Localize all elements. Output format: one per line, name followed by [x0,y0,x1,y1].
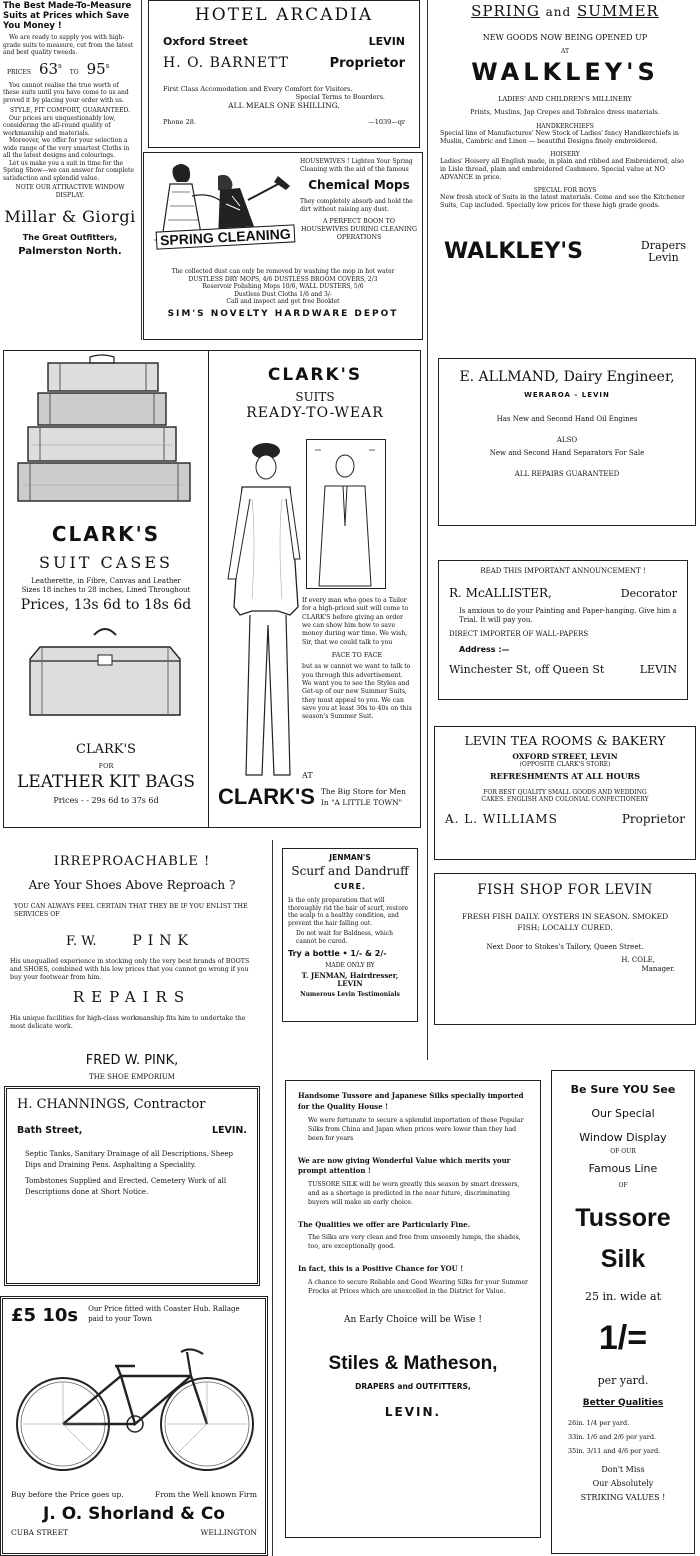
clarks-kb-prices: Prices - - 29s 6d to 37s 6d [53,796,159,806]
ad-fw-pink [4,850,260,1081]
allmand-separators: New and Second Hand Separators For Sale [489,448,645,457]
clarks-suits-panel [210,351,420,827]
tearooms-opp: (OPPOSITE CLARK'S STORE) [519,761,611,768]
bicycle-icon [11,1332,261,1482]
channings-name: H. CHANNINGS, Contractor [17,1097,206,1112]
sims-collected: The collected dust can only be removed by washing the mop in hot water [171,268,395,275]
sims-store: SIM'S NOVELTY HARDWARE DEPOT [167,308,399,319]
ad-tea-rooms [434,726,696,860]
sims-housewives: HOUSEWIVES ! Lighten Your Spring Cleaning with the aid of the famous [300,158,413,173]
stiles-h4: In fact, this is a Positive Chance for YOU ! [298,1264,464,1274]
clarks-r-at: AT [302,771,313,780]
arcadia-line2: Special Terms to Boarders. [295,92,385,101]
jenman-wait: Do not wait for Baldness, which cannot be cured. [296,930,393,945]
sims-prices1: DUSTLESS DRY MOPS, 4/6 DUSTLESS BROOM COVERS, 2/3 [188,275,378,283]
stiles-h3: The Qualities we offer are Particularly Fine. [298,1219,471,1229]
tussore-l3: Window Display [579,1130,667,1144]
ad-fish-shop [434,873,696,1025]
spring-cleaning-illustration [148,156,296,266]
tussore-l2: Our Special [591,1106,655,1120]
pink-repairs: REPAIRS [72,988,192,1007]
jenman-title: JENMAN'S [329,853,371,862]
ad-mcallister [438,560,688,700]
millar-prices-label: PRICES [7,68,32,76]
mcallister-address: Winchester St, off Queen St [449,663,605,676]
tussore-of: OF OUR [610,1148,636,1156]
mcallister-address-label: Address :— [459,645,510,654]
clarks-r-tagline [321,786,406,809]
jenman-cure: CURE. [333,882,367,892]
clarks-sc-title: SUIT CASES [39,552,173,572]
millar-body4: Let us make you a suit in time for the Spring Show—we can answer for complete satisfaction and splendid value. [3,159,134,182]
clarks-r-body2: but as w cannot we want to talk to you through this advertisement. We want you to see the Styles and Get-up of our new Summer Suits, they must appeal to you. We can save you at least 30s to 40s on this season's Summer Suit. [302,663,412,721]
arcadia-meals: ALL MEALS ONE SHILLING. [228,100,340,110]
mcallister-body: Is anxious to do your Painting and Paper-hanging. Give him a Trial. It will pay you. [459,606,677,624]
clarks-r-big: The Big Store for Men [320,786,406,796]
ad-tussore-silk [551,1070,695,1554]
arcadia-line1: First Class Accomodation and Every Comfort for Visitors. [163,84,353,93]
millar-style: STYLE, FIT COMFORT, GUARANTEED. [9,107,131,115]
clarks-sc-materials: Leatherette, in Fibre, Canvas and Leather [31,576,181,585]
walkley-and: and [545,5,572,19]
clarks-r-name: CLARK'S [267,365,363,385]
millar-town: Palmerston North. [18,246,122,258]
stiles-name: Stiles & Matheson, [328,1353,498,1375]
walkley-town: Levin [648,250,679,264]
shorland-name: J. O. Shorland & Co [43,1503,225,1524]
stiles-p2: TUSSORE SILK will be worn greatly this season by smart dressers, and as a shortage is predicted in the near future, discriminating buyers will make an early choice. [308,1180,520,1206]
mirror-reflection-icon [307,440,384,587]
millar-name: Millar & Giorgi [4,207,136,227]
clarks-r-body1: If every man who goes to a Tailor for a high-priced suit will come to CLARK'S before giving an order we can show him how to save money during war time. We wish, Sir, that we could talk to you [302,597,409,646]
walkley-boys: New fresh stock of Suits in the latest materials. Come and see the Kitchener Suits, Cap included. Specially low prices for these high grade goods. [440,194,685,210]
pink-body: His unequalled experience in stocking only the very best brands of BOOTS and SHOES, combined with his low prices that you cannot go wrong if you buy your footwear from him. [10,958,250,982]
stiles-p4: A chance to secure Reliable and Good Wearing Silks for your Summer Frocks at Prices which are unexcelled in the District for Value. [308,1278,528,1295]
millar-price-low: 63$^s$ [39,59,62,78]
spring-cleaning-sign: SPRING CLEANING [156,224,295,249]
clarks-cases-panel [4,351,209,827]
stiles-h1: Handsome Tussore and Japanese Silks specially imported for the Quality House ! [298,1091,524,1111]
tussore-price: 1/= [598,1319,648,1358]
mcallister-town: LEVIN [639,663,677,676]
clarks-sc-sizes: Sizes 18 inches to 28 inches, Lined Throughout [21,585,191,594]
tussore-l4: Famous Line [588,1161,658,1175]
pink-certain: YOU CAN ALWAYS FEEL CERTAIN THAT THEY BE IF YOU ENLIST THE SERVICES OF [14,903,248,919]
walkley-season [440,2,690,21]
shorland-street: CUBA STREET [11,1527,69,1537]
tussore-of2: OF [618,1181,628,1189]
walkley-goods: NEW GOODS NOW BEING OPENED UP [482,32,648,42]
tussore-q2: 33in. 1/6 and 2/6 per yard. [568,1432,657,1441]
shorland-price: £5 10s [11,1305,79,1326]
tussore-q1: 26in. 1/4 per yard. [568,1418,630,1427]
channings-body: Septic Tanks, Sanitary Drainage of all Descriptions. Sheep Dips and Draining Pens. Asphalting a Speciality. [25,1150,233,1169]
clarks-r-ff: FACE TO FACE [331,651,383,660]
tearooms-role: Proprietor [621,811,685,826]
sims-boon: A PERFECT BOON TO HOUSEWIVES DURING CLEANING OPERATIONS [300,218,418,241]
clarks-r-suits: SUITS [295,390,335,405]
stiles-town: LEVIN. [384,1405,442,1420]
channings-street: Bath Street, [17,1125,83,1137]
pink-emporium: THE SHOE EMPORIUM [89,1072,175,1081]
jenman-body: Is the only preparation that will thoroughly rid the hair of scurf, restore the scalp to a healthy condition, and prevent the hair falling out. [288,897,409,927]
fishshop-role: Manager. [641,964,675,973]
tussore-miss3: STRIKING VALUES ! [580,1493,666,1503]
housewives-illustration-icon [148,156,296,266]
millar-price-high: 95$^s$ [86,59,110,78]
walkley-at: AT [560,47,569,55]
clarks-r-footer-name: CLARK'S [218,784,315,809]
fishshop-body: FRESH FISH DAILY. OYSTERS IN SEASON. SMOKED FISH; LOCALLY CURED. [461,911,669,933]
arcadia-role: Proprietor [329,56,405,71]
jenman-made: MADE ONLY BY [325,962,375,970]
ad-clarks [3,350,421,828]
arcadia-town: LEVIN [368,35,405,49]
millar-body3: Moreover, we offer for your selection a wide range of the very smartest Cloths in all the latest designs and colourings. [3,137,130,160]
stiles-tag: DRAPERS and OUTFITTERS, [355,1381,471,1391]
ad-millar-giorgi [0,0,140,340]
ad-hotel-arcadia [148,0,420,148]
stiles-h2: We are now giving Wonderful Value which merits your prompt attention ! [298,1155,511,1176]
tussore-l1: Be Sure YOU See [570,1083,676,1096]
clarks-sc-name: CLARK'S [51,521,161,546]
tearooms-quality: FOR BEST QUALITY SMALL GOODS AND WEDDING CAKES. ENGLISH AND COLONIAL CONFECTIONERY [481,788,649,803]
pink-title: IRREPROACHABLE ! [53,854,211,869]
kit-bag-icon [10,621,200,721]
clarks-r-title: READY-TO-WEAR [246,405,384,422]
arcadia-phone: Phone 28. [163,118,196,127]
walkley-season1: SPRING [471,2,540,20]
millar-prices [7,60,137,79]
stiles-p1: We were fortunate to secure a splendid importation of these Popular Silks from China and Japan when prices were lower than they had been for years [308,1117,524,1142]
allmand-repairs: ALL REPAIRS GUARANTEED [514,469,620,478]
allmand-name: E. ALLMAND, Dairy Engineer, [459,369,675,385]
walkley-season2: SUMMER [576,2,659,20]
allmand-place: WERAROA - LEVIN [524,390,610,399]
channings-tomb: Tombstones Supplied and Erected. Cemetery Work of all Descriptions done at Short Notice. [25,1177,227,1196]
fishshop-title: FISH SHOP FOR LEVIN [477,882,653,898]
channings-town: LEVIN. [212,1125,247,1137]
ad-allmand [438,358,696,526]
suited-man-icon [212,439,312,789]
mcallister-importer: DIRECT IMPORTER OF WALL-PAPERS [449,630,589,639]
walkley-hk: Special line of Manufactures' New Stock of Ladies' fancy Handkerchiefs in Muslin, Cambric and Linen — beautiful Designs finely embroidered. [440,130,679,145]
tearooms-owner: A. L. WILLIAMS [445,811,558,826]
millar-note: NOTE OUR ATTRACTIVE WINDOW DISPLAY. [15,184,125,199]
tussore-silk1: Tussore [575,1204,671,1232]
column-rule-3 [272,840,273,1556]
pink-name-pink: PINK [132,932,194,949]
shorland-city: WELLINGTON [200,1527,257,1537]
clarks-kb-name: CLARK'S [76,741,136,757]
arcadia-ref: —1039—qr [368,118,405,127]
walkley-h-boys: SPECIAL FOR BOYS [533,186,597,194]
clarks-r-copy [302,597,412,722]
jenman-try: Try a bottle • 1/- & 2/- [288,949,387,959]
jenman-testimonials: Numerous Levin Testimonials [300,991,400,999]
tussore-q3: 35in. 3/11 and 4/6 per yard. [568,1447,661,1455]
column-rule-2 [427,0,428,1060]
walkley-drapers: Drapers [640,238,686,252]
clarks-sc-prices: Prices, 13s 6d to 18s 6d [20,597,192,614]
millar-to: TO [69,68,79,76]
walkley-h-hosiery: HOISERY [550,150,580,158]
millar-intro: We are ready to supply you with high-grade suits to measure, cut from the latest and best quality tweeds. [3,34,134,57]
stiles-p3: The Silks are very clean and free from unseemly lumps, the shades, too, are exceptionally good. [308,1234,521,1251]
sims-prices3: Dustless Dust Cloths 1/6 and 3/- [234,290,332,298]
column-rule-1 [141,0,142,340]
sims-desc: They completely absorb and hold the dirt without raising any dust. [300,198,413,213]
tussore-per: per yard. [597,1373,649,1387]
clarks-r-footer [218,783,406,811]
walkley-footer-name: WALKLEY'S [444,239,583,265]
jenman-product: Scurf and Dandruff [291,864,409,879]
fishshop-owner: H. COLE, [621,956,655,965]
tussore-miss1: Don't Miss [601,1465,645,1475]
arcadia-owner: H. O. BARNETT [163,55,290,71]
tussore-silk2: Silk [600,1245,646,1274]
suitcase-stack-icon [10,355,200,505]
walkley-prints: Prints, Muslins, Jap Crepes and Tobralco dress materials. [470,108,660,117]
millar-body1: You cannot realise the true worth of these suits until you have come to us and proved it by placing your order with us. [3,81,129,104]
clarks-r-little: In "A LITTLE TOWN" [320,797,403,807]
walkley-dept: LADIES' AND CHILDREN'S MILLINERY [498,95,632,104]
ad-jenman [282,848,418,1022]
clarks-kb-title: LEATHER KIT BAGS [17,771,195,792]
stiles-early: An Early Choice will be Wise ! [344,1314,482,1325]
allmand-also: ALSO [556,436,578,444]
millar-tag: The Great Outfitters, [22,233,118,243]
mcallister-role: Decorator [620,586,677,600]
shorland-desc: Our Price fitted with Coaster Hub. Rallage paid to your Town [88,1305,240,1323]
walkley-drapers-block [641,240,686,264]
arcadia-title: HOTEL ARCADIA [194,5,374,25]
millar-headline: The Best Made-To-Measure Suits at Prices which Save You Money ! [3,1,132,31]
shorland-buy: Buy before the Price goes up. [11,1490,124,1500]
pink-footer: FRED W. PINK, [85,1052,179,1068]
pink-question: Are Your Shoes Above Reproach ? [28,878,236,893]
ad-sims-hardware [143,152,423,340]
tearooms-title: LEVIN TEA ROOMS & BAKERY [464,733,666,748]
clarks-kb-for: FOR [98,761,114,770]
ad-channings [4,1086,260,1286]
mirror-frame [306,439,386,589]
walkley-hosiery: Ladies' Hoisery all English made, in plain and ribbed and Embroidered, also in Lisle thread, plain and embroidered Cashmere. Special value at NO ADVANCE in price. [440,158,684,181]
tearooms-refresh: REFRESHMENTS AT ALL HOURS [490,770,640,781]
millar-body2: Our prices are unquestionably low, considering the all-round quality of workmanship and materials. [3,114,116,137]
allmand-engines: Has New and Second Hand Oil Engines [496,415,638,424]
ad-shorland [0,1296,268,1556]
pink-repairs-body: His unique facilities for high-class workmanship fits him to undertake the most delicate work. [10,1014,246,1030]
ad-stiles-matheson [285,1080,541,1538]
sims-call: Call and inspect and get free Booklet [226,298,340,305]
walkley-h-hk: HANDKERCHIEFS [536,122,594,130]
walkley-name: WALKLEY'S [471,58,659,87]
sims-prices2: Reservoir Polishing Mops 10/6, WALL DUSTERS, 5/6 [202,283,364,290]
tussore-miss2: Our Absolutely [592,1479,654,1489]
shorland-from: From the Well known Firm [154,1490,257,1500]
sims-product: Chemical Mops [308,178,410,192]
pink-name-fw: F. W. [66,933,97,949]
jenman-maker: T. JENMAN, Hairdresser, LEVIN [301,970,399,989]
tussore-wide: 25 in. wide at [584,1289,662,1303]
tearooms-street: OXFORD STREET, LEVIN [512,751,618,761]
mcallister-name: R. McALLISTER, [449,585,552,600]
fishshop-next: Next Door to Stokes's Tailory, Queen Street. [486,943,644,952]
ad-walkleys [430,0,700,346]
arcadia-street: Oxford Street [163,35,248,49]
mcallister-announce: READ THIS IMPORTANT ANNOUNCEMENT ! [480,567,646,575]
tussore-better: Better Qualities [582,1397,664,1408]
